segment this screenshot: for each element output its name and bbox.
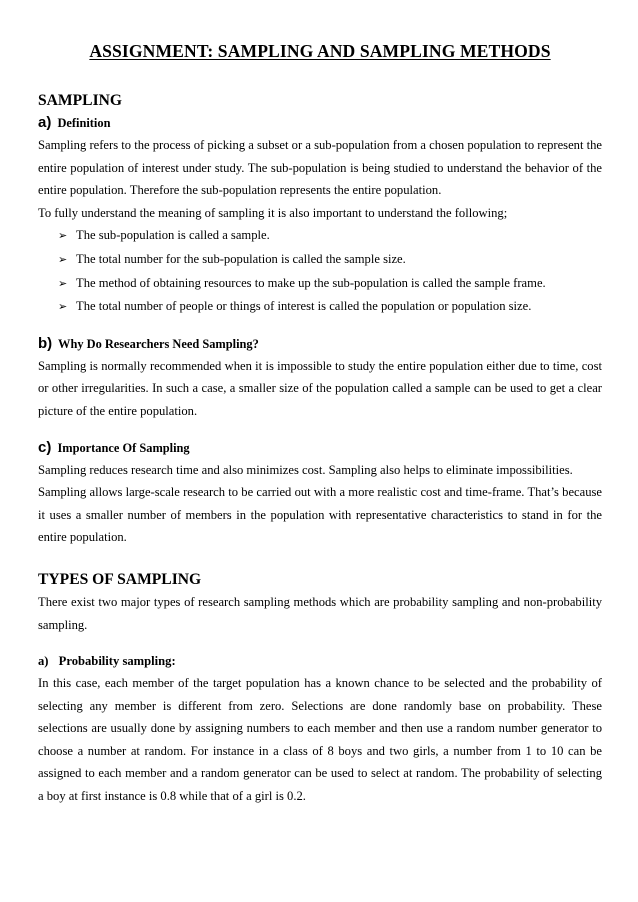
subheading-text: Definition <box>57 116 111 130</box>
why-paragraph: Sampling is normally recommended when it is impossible to study the entire population either due to time, cost or other irregularities. In such a case, a smaller size of the population called a sample can be used to get a clear picture of the entire population. <box>38 358 602 418</box>
probability-paragraph: In this case, each member of the target population has a known chance to be selected and the probability of selecting any member is different from zero. Selections are done randomly base on probability. These selections are usually done by assigning numbers to each member and then use a random number generator to choose a number at random. For instance in a class of 8 boys and two girls, a number from 1 to 10 can be assigned to each member and a random generator can be used to select at random. The probability of selecting a boy at first instance is 0.8 while that of a girl is 0.2. <box>38 676 602 804</box>
subheading-letter: a) <box>38 114 52 131</box>
list-item-text: The method of obtaining resources to make up the sub-population is called the sample frame. <box>76 275 546 290</box>
definition-bullet-list <box>38 224 602 318</box>
subheading-definition <box>38 112 602 134</box>
subheading-why <box>38 333 602 355</box>
document-title: ASSIGNMENT: SAMPLING AND SAMPLING METHODS <box>89 41 551 61</box>
subheading-text: Importance Of Sampling <box>57 440 190 455</box>
subheading-letter: a) <box>38 654 49 669</box>
list-item <box>58 224 602 248</box>
importance-paragraph-2: Sampling allows large-scale research to be carried out with a more realistic cost and time-frame. That’s because it uses a smaller number of members in the population with representative characteristics to stand in for the entire population. <box>38 485 602 545</box>
definition-intro: To fully understand the meaning of sampling it is also important to understand the following; <box>38 205 508 220</box>
arrow-bullet-icon: ➢ <box>58 300 68 314</box>
definition-paragraph: Sampling refers to the process of picking a subset or a sub-population from a chosen population to represent the entire population of interest under study. The sub-population is being studied to understand the behavior of the entire population. Therefore the sub-population represents the entire population. <box>38 138 602 198</box>
arrow-bullet-icon: ➢ <box>58 276 68 290</box>
section-heading-sampling: SAMPLING <box>38 92 123 109</box>
list-item <box>58 295 602 319</box>
types-paragraph: There exist two major types of research sampling methods which are probability sampling and non-probability sampling. <box>38 594 602 632</box>
list-item-text: The total number for the sub-population is called the sample size. <box>76 251 406 266</box>
list-item <box>58 248 602 272</box>
subheading-letter: b) <box>38 334 53 352</box>
arrow-bullet-icon: ➢ <box>58 229 68 243</box>
section-heading-types: TYPES OF SAMPLING <box>38 570 202 588</box>
list-item-text: The sub-population is called a sample. <box>76 228 270 243</box>
subheading-text: Why Do Researchers Need Sampling? <box>58 336 259 351</box>
subheading-letter: c) <box>38 438 52 456</box>
arrow-bullet-icon: ➢ <box>58 252 68 266</box>
importance-paragraph-1: Sampling reduces research time and also minimizes cost. Sampling also helps to eliminate impossibilities. <box>38 462 573 477</box>
subheading-text: Probability sampling: <box>58 654 176 669</box>
subheading-probability <box>38 650 602 672</box>
list-item-text: The total number of people or things of interest is called the population or population size. <box>76 299 532 314</box>
subheading-importance <box>38 437 602 459</box>
list-item <box>58 272 602 296</box>
